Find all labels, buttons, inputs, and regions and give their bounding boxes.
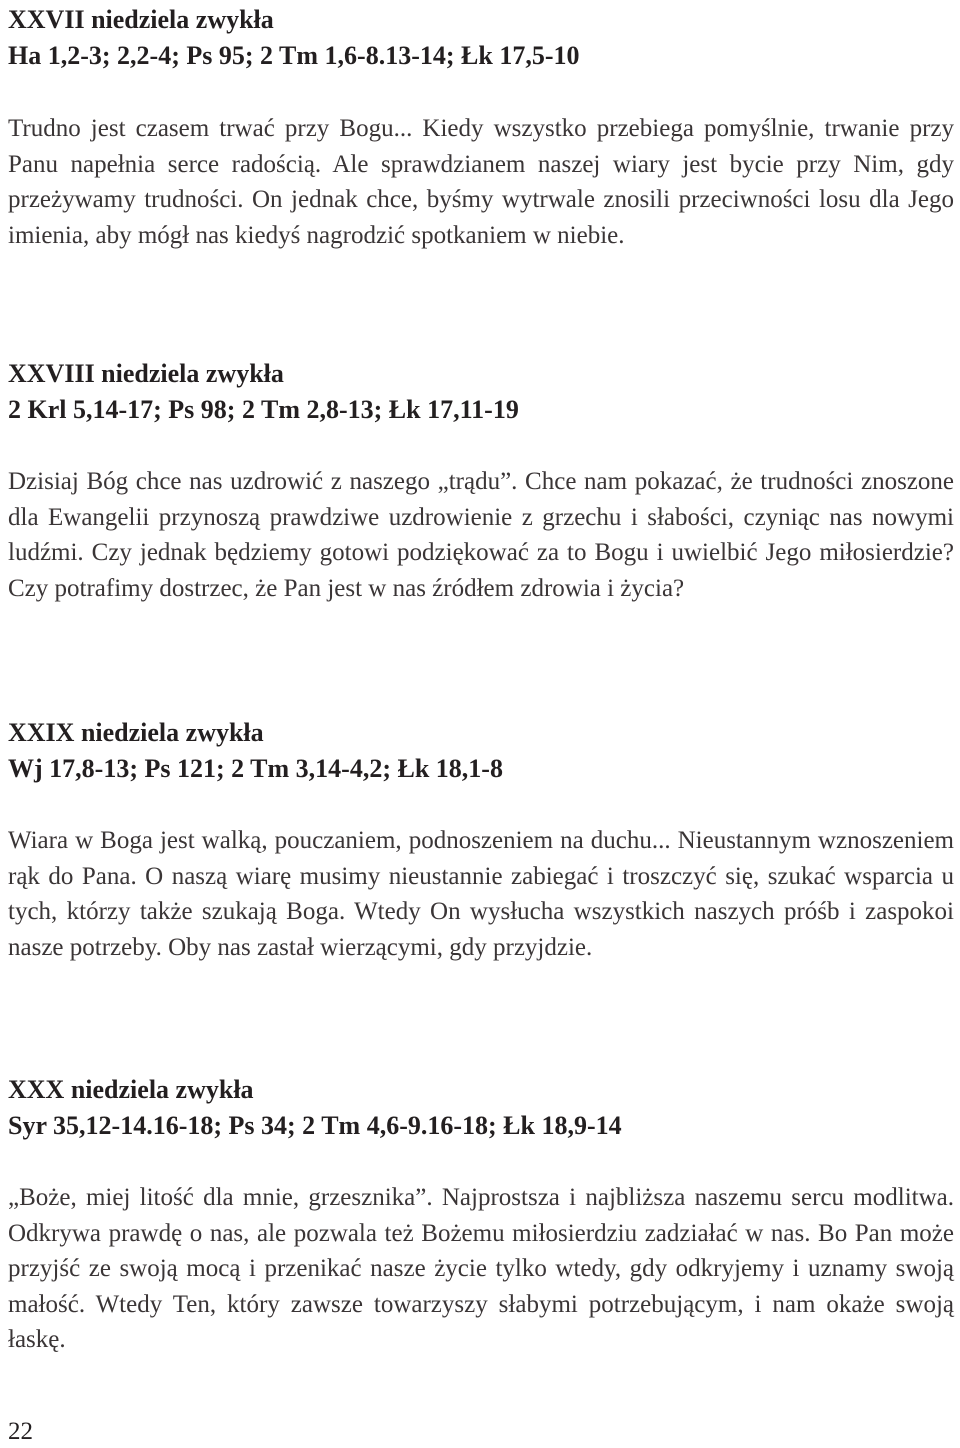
section-title: XXIX niedziela zwykła [8, 718, 264, 747]
section-xxx [8, 1072, 954, 1358]
section-title: XXVIII niedziela zwykła [8, 359, 284, 388]
section-text: Dzisiaj Bóg chce nas uzdrowić z naszego „trądu”. Chce nam pokazać, że trudności znoszone dla Ewangelii przynoszą prawdziwe uzdrowienie z grzechu i słabości, czyniąc nas nowymi ludźmi. Czy jednak będziemy gotowi podziękować za to Bogu i uwielbić Jego miłosierdzie? Czy potrafimy dostrzec, że Pan jest w nas źródłem zdrowia i życia? [8, 468, 954, 602]
section-readings: 2 Krl 5,14-17; Ps 98; 2 Tm 2,8-13; Łk 17,11-19 [8, 395, 519, 424]
section-readings: Syr 35,12-14.16-18; Ps 34; 2 Tm 4,6-9.16-18; Łk 18,9-14 [8, 1111, 622, 1140]
section-xxix [8, 715, 954, 965]
section-readings: Wj 17,8-13; Ps 121; 2 Tm 3,14-4,2; Łk 18,1-8 [8, 754, 503, 783]
section-xxviii [8, 356, 954, 606]
section-text: „Boże, miej litość dla mnie, grzesznika”. Najprostsza i najbliższa naszemu sercu modlitwa. Odkrywa prawdę o nas, ale pozwala też Bożemu miłosierdziu zadziałać w nas. Bo Pan może przyjść ze swoją mocą i przenikać nasze życie tylko wtedy, gdy odkryjemy i uznamy swoją małość. Wtedy Ten, który zawsze towarzyszy słabymi potrzebującym, i nam okaże swoją łaskę. [8, 1184, 954, 1354]
section-title: XXVII niedziela zwykła [8, 5, 274, 34]
document-page [8, 0, 954, 1448]
section-text: Wiara w Boga jest walką, pouczaniem, podnoszeniem na duchu... Nieustannym wznoszeniem rąk do Pana. O naszą wiarę musimy nieustannie zabiegać i troszczyć się, szukać wsparcia u tych, którzy także szukają Boga. Wtedy On wysłucha wszystkich naszych próśb i zaspokoi nasze potrzeby. Oby nas zastał wierzącymi, gdy przyjdzie. [8, 827, 954, 961]
section-readings: Ha 1,2-3; 2,2-4; Ps 95; 2 Tm 1,6-8.13-14; Łk 17,5-10 [8, 41, 580, 70]
section-xxvii [8, 2, 954, 253]
section-title: XXX niedziela zwykła [8, 1075, 254, 1104]
page-number: 22 [8, 1418, 33, 1445]
section-text: Trudno jest czasem trwać przy Bogu... Kiedy wszystko przebiega pomyślnie, trwanie przy Panu napełnia serce radością. Ale sprawdzianem naszej wiary jest bycie przy Nim, gdy przeżywamy trudności. On jednak chce, byśmy wytrwale znosili przeciwności losu dla Jego imienia, aby mógł nas kiedyś nagrodzić spotkaniem w niebie. [8, 115, 954, 249]
